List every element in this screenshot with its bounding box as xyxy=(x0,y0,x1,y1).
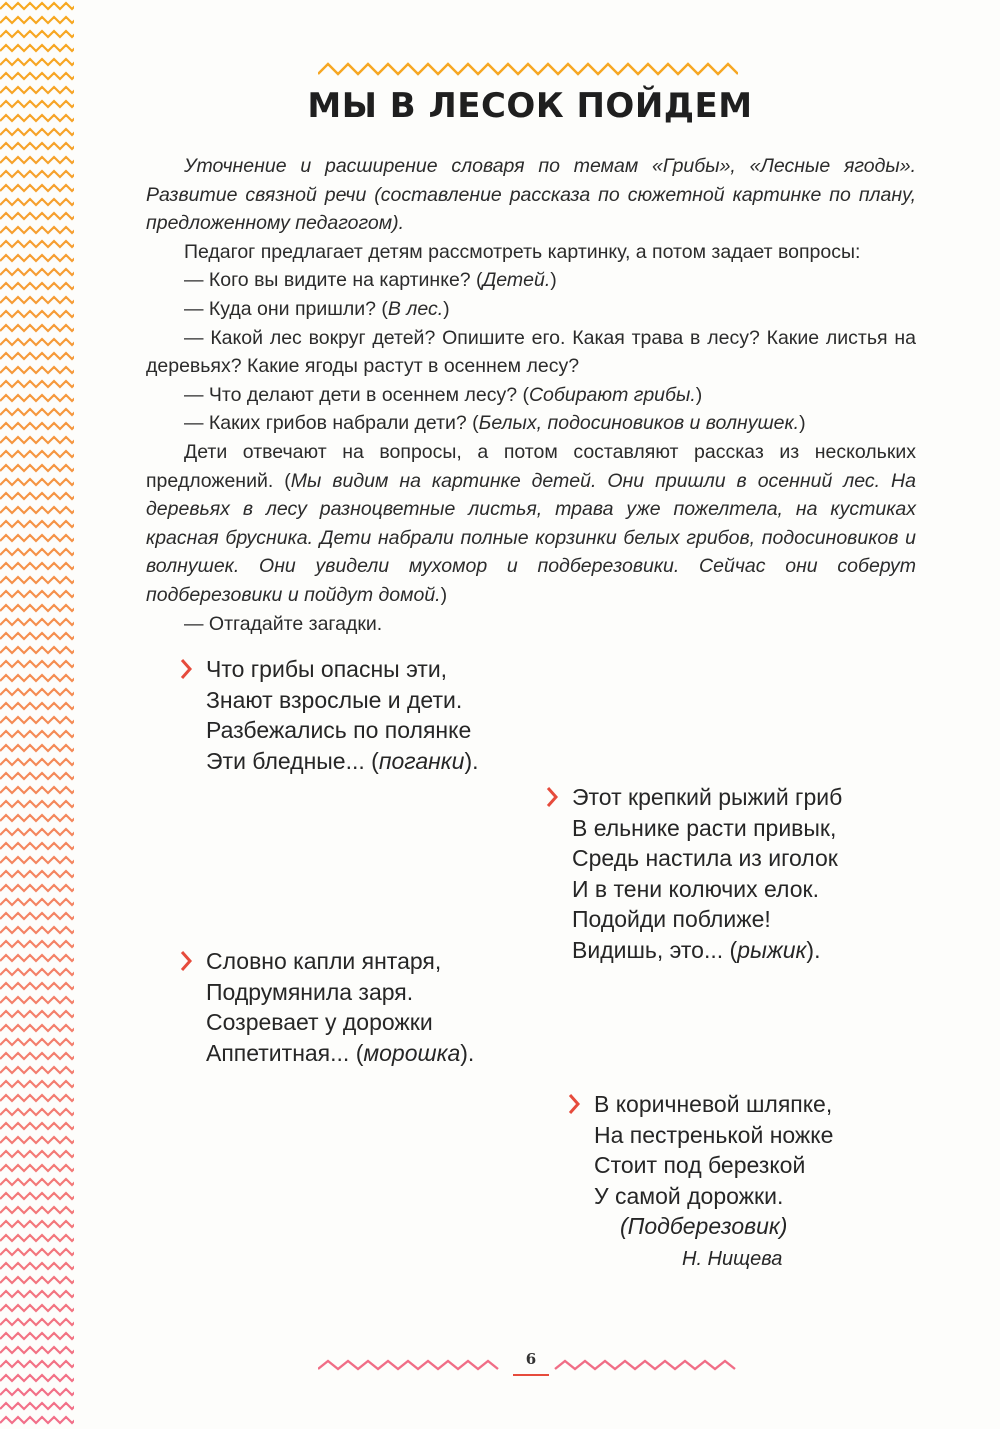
close-paren: ) xyxy=(695,383,703,406)
riddle-line xyxy=(572,935,842,966)
riddle-answer: рыжик xyxy=(737,936,807,963)
riddle-line-end: ). xyxy=(806,936,821,963)
riddle-answer: морошка xyxy=(363,1039,461,1066)
riddle-line-end: ). xyxy=(464,747,479,774)
riddle-line: И в тени колючих елок. xyxy=(572,875,819,902)
question-answer: Детей. xyxy=(482,269,551,292)
question-text: — Куда они пришли? ( xyxy=(184,297,388,320)
riddle-line-text: Видишь, это... ( xyxy=(572,936,738,963)
riddle-line xyxy=(206,746,479,777)
chevron-right-icon xyxy=(178,654,194,684)
zigzag-border-decoration xyxy=(0,0,74,1429)
riddle-1 xyxy=(206,654,479,776)
question-text: — Что делают дети в осеннем лесу? ( xyxy=(184,383,529,406)
paragraph-teacher: Педагог предлагает детям рассмотреть картинку, а потом задает вопросы: xyxy=(184,240,861,263)
riddle-line: Знают взрослые и дети. xyxy=(206,686,463,713)
riddle-2 xyxy=(572,782,842,965)
paragraph-story xyxy=(146,438,916,610)
riddle-line: Стоит под березкой xyxy=(594,1152,806,1178)
story-text: Дети отвечают на вопросы, а потом составляют рассказ из нескольких предложений. ( xyxy=(146,440,916,492)
question-3: — Какой лес вокруг детей? Опишите его. Какая трава в лесу? Какие листья на деревьях? Какие ягоды растут в осеннем лесу? xyxy=(146,326,916,378)
page-number-underline xyxy=(513,1374,549,1376)
question-1 xyxy=(146,266,916,295)
riddle-line: Этот крепкий рыжий гриб xyxy=(572,784,843,810)
chevron-right-icon xyxy=(178,946,194,976)
question-answer: Собирают грибы. xyxy=(528,383,696,406)
riddle-line: В ельнике расти привык, xyxy=(572,814,837,841)
question-text: — Кого вы видите на картинке? ( xyxy=(184,269,483,292)
riddle-line: В коричневой шляпке, xyxy=(594,1091,833,1117)
riddle-line: Подойди поближе! xyxy=(572,906,771,932)
riddle-line-text: Аппетитная... ( xyxy=(206,1039,364,1066)
story-example: Мы видим на картинке детей. Они пришли в осенний лес. На деревьях в лесу разноцветные листья, трава уже пожелтела, на кустиках красная брусника. Дети набрали полные корзинки белых грибов, подосиновиков и волнушек. Они увидели мухомор и подберезовики. Сейчас они соберут подберезовики и пойдут домой. xyxy=(146,469,916,606)
paragraph-riddles-intro: — Отгадайте загадки. xyxy=(184,612,383,635)
question-text: — Каких грибов набрали дети? ( xyxy=(184,412,479,435)
riddle-line-end: ). xyxy=(460,1039,475,1066)
question-5 xyxy=(146,409,916,438)
body-text xyxy=(146,152,916,638)
chevron-right-icon xyxy=(544,782,560,812)
riddle-line: Средь настила из иголок xyxy=(572,845,838,871)
close-paren: ) xyxy=(440,583,448,606)
close-paren: ) xyxy=(443,297,450,320)
close-paren: ) xyxy=(799,412,806,435)
title-zigzag-ornament xyxy=(318,58,738,82)
riddle-line: На пестренькой ножке xyxy=(594,1121,834,1148)
riddle-line: Созревает у дорожки xyxy=(206,1009,433,1035)
riddle-4 xyxy=(594,1089,833,1274)
question-answer: В лес. xyxy=(387,297,444,320)
riddle-answer: (Подберезовик) xyxy=(620,1213,788,1239)
close-paren: ) xyxy=(550,269,557,292)
riddle-3 xyxy=(206,946,474,1068)
riddle-line: У самой дорожки. xyxy=(594,1182,784,1209)
riddle-line: Словно капли янтаря, xyxy=(206,948,442,974)
riddle-line-text: Эти бледные... ( xyxy=(206,747,379,774)
riddle-line: Подрумянила заря. xyxy=(206,978,414,1005)
question-answer: Белых, подосиновиков и волнушек. xyxy=(478,412,800,435)
question-4 xyxy=(146,381,916,410)
question-2 xyxy=(146,295,916,324)
footer-zigzag-left xyxy=(318,1356,502,1374)
footer-zigzag-right xyxy=(553,1356,739,1374)
page-title: МЫ В ЛЕСОК ПОЙДЕМ xyxy=(307,86,753,126)
page-number: 6 xyxy=(525,1350,537,1368)
riddle-line: Что грибы опасны эти, xyxy=(206,656,448,682)
riddle-line: Разбежались по полянке xyxy=(206,717,472,743)
author: Н. Нищева xyxy=(682,1247,783,1270)
riddle-line xyxy=(206,1038,474,1069)
chevron-right-icon xyxy=(566,1089,582,1119)
riddle-answer: поганки xyxy=(378,747,465,774)
intro-paragraph: Уточнение и расширение словаря по темам «Грибы», «Лесные ягоды». Развитие связной речи (составление рассказа по сюжетной картинке по плану, предложенному педагогом). xyxy=(146,155,916,235)
